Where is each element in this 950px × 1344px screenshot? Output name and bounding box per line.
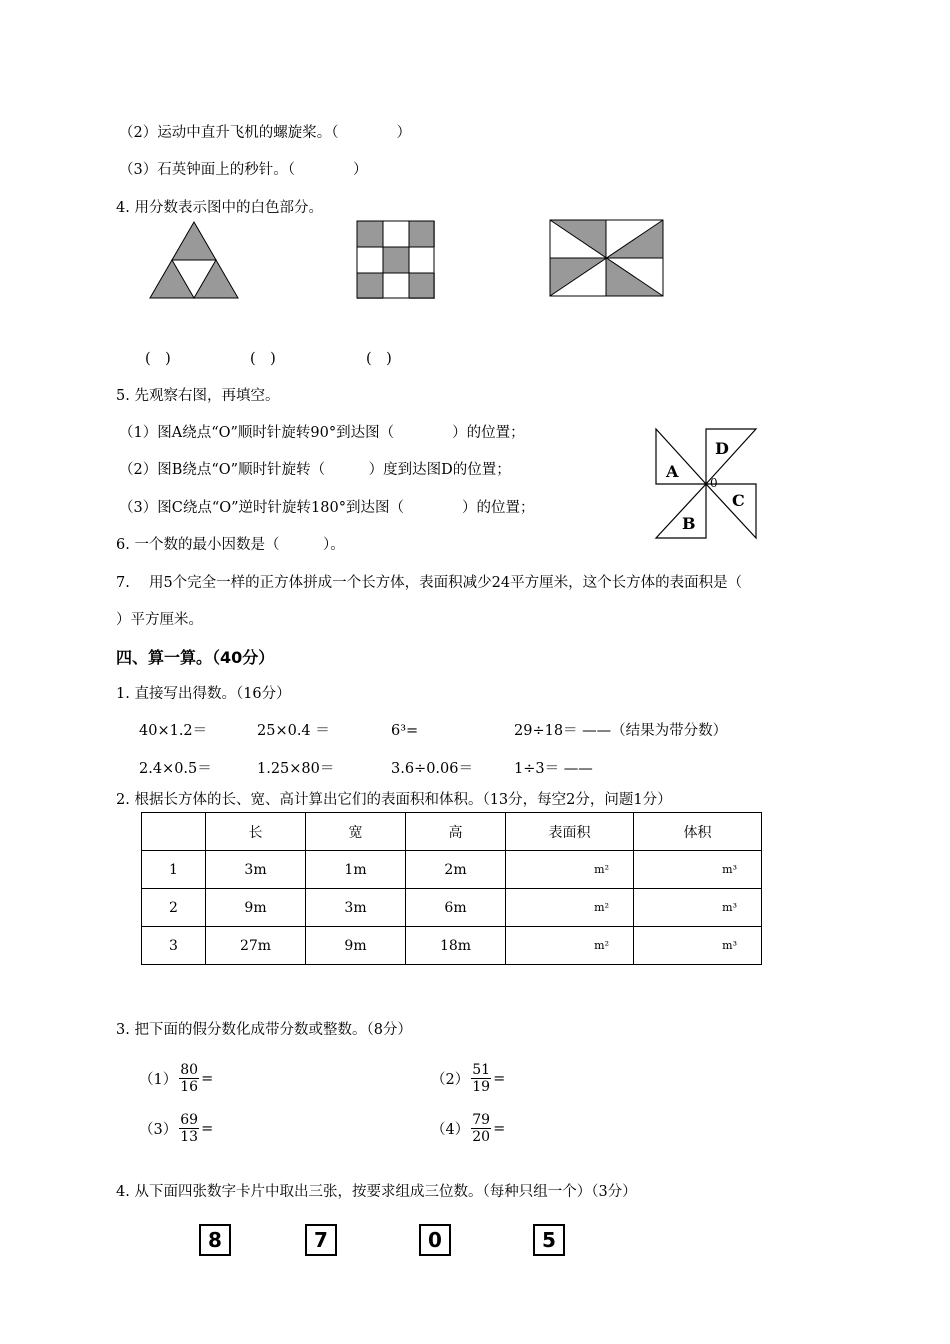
digit-card: 8 [199,1224,231,1256]
height-cell: 6m [406,889,506,927]
calc-item: 1.25×80＝ [257,761,335,777]
fraction-item-4 [431,1112,505,1145]
pinwheel-label-c: C [732,491,745,510]
section-4-heading: 四、算一算。（40分） [116,648,275,667]
fraction-item-2 [431,1062,505,1095]
pinwheel-label-a: A [666,462,679,481]
fraction-label: （2） [431,1072,470,1089]
table-row [142,851,762,889]
table-header: 体积 [634,813,762,851]
calc-item: 6³= [391,723,419,739]
fraction-label: （1） [139,1072,178,1089]
digit-card: 5 [533,1224,565,1256]
digit-card: 7 [305,1224,337,1256]
fraction-label: （4） [431,1122,470,1139]
table-header: 长 [206,813,306,851]
answer-blank-1[interactable]: ( ) [145,351,171,367]
digit-card: 0 [419,1224,451,1256]
calc-item: 29÷18＝ ——（结果为带分数） [514,723,728,739]
fraction [179,1062,199,1095]
row-id: 1 [142,851,206,889]
fraction [471,1112,491,1145]
denominator: 13 [180,1129,199,1146]
equals-sign: = [201,1120,214,1137]
fraction [179,1112,199,1145]
triangle-figure [148,220,242,302]
area-cell[interactable]: m² [506,851,634,889]
checker-grid-figure [356,220,436,300]
fraction-question-title: 3. 把下面的假分数化成带分数或整数。（8分） [116,1022,412,1038]
question-3-3: （3）石英钟面上的秒针。（ ） [119,162,368,178]
row-id: 2 [142,889,206,927]
question-5-title: 5. 先观察右图，再填空。 [116,388,280,404]
numerator: 69 [180,1112,199,1128]
pinwheel-label-d: D [715,439,729,458]
fraction [471,1062,491,1095]
width-cell: 9m [306,927,406,965]
pinwheel-label-b: B [682,514,696,533]
denominator: 19 [472,1079,491,1096]
fraction-item-3 [139,1112,213,1145]
volume-cell[interactable]: m³ [634,889,762,927]
width-cell: 1m [306,851,406,889]
height-cell: 2m [406,851,506,889]
calc-item: 25×0.4 ＝ [257,723,330,739]
fraction-label: （3） [139,1122,178,1139]
volume-cell[interactable]: m³ [634,851,762,889]
question-3-2: （2）运动中直升飞机的螺旋桨。（ ） [119,125,411,141]
answer-blank-3[interactable]: ( ) [366,351,392,367]
row-id: 3 [142,927,206,965]
question-7-line1: 7. 用5个完全一样的正方体拼成一个长方体，表面积减少24平方厘米，这个长方体的表面积是（ [116,575,743,591]
equals-sign: = [493,1070,506,1087]
equals-sign: = [493,1120,506,1137]
numerator: 79 [472,1112,491,1128]
pinwheel-label-o: 0 [710,476,718,490]
table-header-row [142,813,762,851]
length-cell: 3m [206,851,306,889]
table-header: 宽 [306,813,406,851]
cards-question-title: 4. 从下面四张数字卡片中取出三张，按要求组成三位数。（每种只组一个）（3分） [116,1184,637,1200]
table-header: 表面积 [506,813,634,851]
question-5-3: （3）图C绕点“O”逆时针旋转180°到达图（ ）的位置； [119,500,535,516]
pinwheel-figure [654,426,760,542]
volume-cell[interactable]: m³ [634,927,762,965]
rectangle-triangles-figure [549,219,667,299]
denominator: 20 [472,1129,491,1146]
fraction-item-1 [139,1062,213,1095]
length-cell: 27m [206,927,306,965]
calc-item: 40×1.2＝ [139,723,208,739]
question-5-1: （1）图A绕点“O”顺时针旋转90°到达图（ ）的位置； [119,425,525,441]
numerator: 51 [472,1062,491,1078]
calc-item: 3.6÷0.06＝ [391,761,473,777]
calc-item: 1÷3＝ —— [514,761,593,777]
cuboid-table [141,812,762,965]
length-cell: 9m [206,889,306,927]
table-header: 高 [406,813,506,851]
answer-blank-2[interactable]: ( ) [250,351,276,367]
area-cell[interactable]: m² [506,889,634,927]
table-row [142,889,762,927]
numerator: 80 [180,1062,199,1078]
denominator: 16 [180,1079,199,1096]
calc-item: 2.4×0.5＝ [139,761,212,777]
area-cell[interactable]: m² [506,927,634,965]
height-cell: 18m [406,927,506,965]
table-row [142,927,762,965]
question-4-title: 4. 用分数表示图中的白色部分。 [116,200,323,216]
question-5-2: （2）图B绕点“O”顺时针旋转（ ）度到达图D的位置； [119,462,511,478]
question-6: 6. 一个数的最小因数是（ ）。 [116,537,345,553]
table-question-title: 2. 根据长方体的长、宽、高计算出它们的表面积和体积。（13分，每空2分，问题1分） [116,792,672,808]
question-7-line2: ）平方厘米。 [116,612,203,628]
equals-sign: = [201,1070,214,1087]
width-cell: 3m [306,889,406,927]
table-header [142,813,206,851]
calc-title: 1. 直接写出得数。（16分） [116,686,291,702]
